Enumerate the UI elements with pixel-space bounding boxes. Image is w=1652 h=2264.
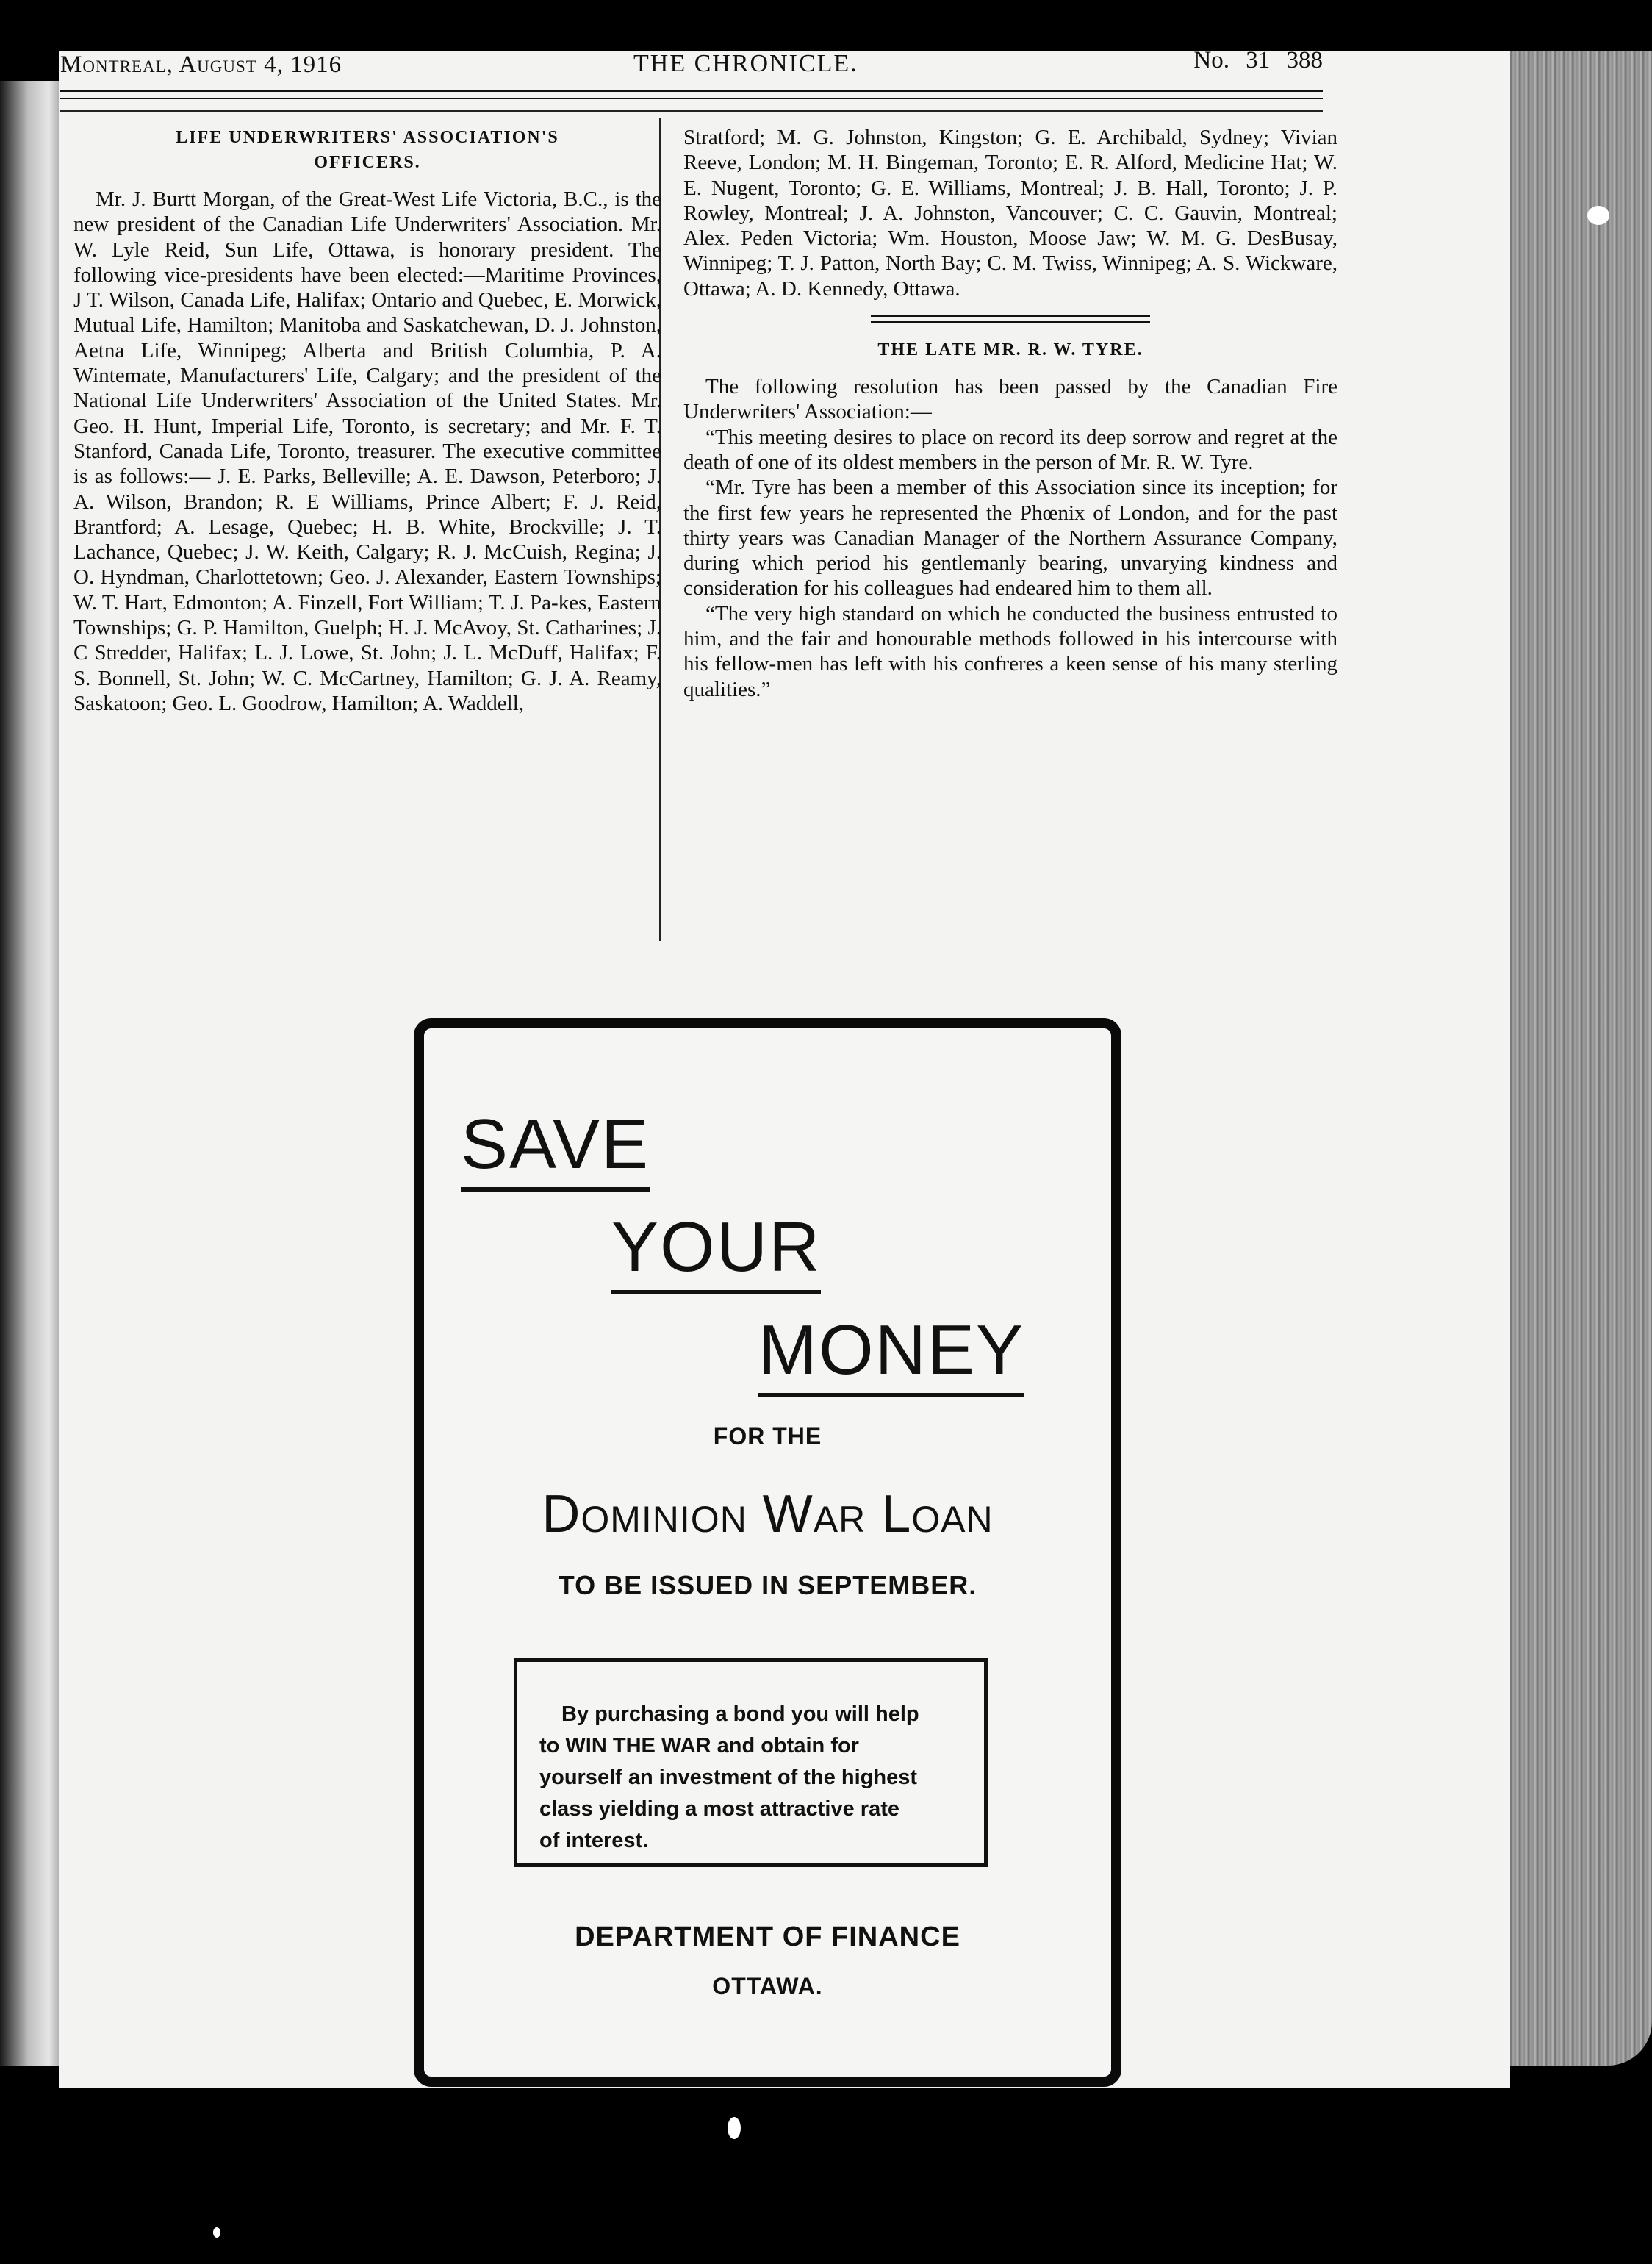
heading-line-2: OFFICERS. — [314, 153, 421, 172]
header-date: Montreal, August 4, 1916 — [60, 51, 342, 78]
article-continuation: Stratford; M. G. Johnston, Kingston; G. E. Archibald, Sydney; Vivian Reeve, London; M. H. Bingeman, Toronto; E. R. Alford, Medicine Hat; W. E. Nugent, Toronto; G. E. Williams, Montreal; J. B. Hall, Toronto; J. P. Rowley, Montreal; J. A. Johnston, Vancouver; C. C. Gauvin, Montreal; Alex. Peden Victoria; Wm. Houston, Moose Jaw; W. M. G. DesBusay, Winnipeg; T. J. Patton, North Bay; C. M. Twiss, Winnipeg; A. S. Wickware, Ottawa; A. D. Kennedy, Ottawa. — [683, 126, 1337, 301]
resolution-intro: The following resolution has been passed by the Canadian Fire Underwriters' Association:— — [683, 375, 1337, 424]
scan-speck — [1587, 206, 1609, 225]
header-double-rule — [60, 90, 1323, 99]
article-separator — [871, 315, 1150, 323]
ad-word-save: SAVE — [461, 1109, 650, 1192]
scan-speck — [213, 2227, 220, 2238]
ad-city: OTTAWA. — [712, 1973, 823, 1999]
ad-bond-info-box — [514, 1658, 988, 1867]
header-thin-rule — [60, 110, 1323, 112]
resolution-paragraph-2: “Mr. Tyre has been a member of this Association since its inception; for the first few years he represented the Phœnix of London, and for the past thirty years was Canadian Manager of the Northern Assurance Company, during which period his gentlemanly bearing, unvarying kindness and consideration for his colleagues had endeared him to them all. — [683, 476, 1337, 601]
header-issue-page: No. 31 388 — [1193, 47, 1323, 74]
article-body: Mr. J. Burtt Morgan, of the Great-West Life Victoria, B.C., is the new president of the Canadian Life Underwriters' Association. Mr. W. Lyle Reid, Sun Life, Ottawa, is honorary president. The following vice-presidents have been elected:—Maritime Provinces, J T. Wilson, Canada Life, Halifax; Ontario and Quebec, E. Morwick, Mutual Life, Hamilton; Manitoba and Saskatchewan, D. J. Johnston, Aetna Life, Winnipeg; Alberta and British Columbia, P. A. Wintemate, Manufacturers' Life, Calgary; and the president of the National Life Underwriters' Association of the United States. Mr. Geo. H. Hunt, Imperial Life, Toronto, is secretary; and Mr. F. T. Stanford, Canada Life, Toronto, treasurer. The executive committee is as follows:— J. E. Parks, Belleville; A. E. Dawson, Peterboro; J. A. Wilson, Brandon; R. E Williams, Prince Albert; F. J. Reid, Brantford; A. Lesage, Quebec; H. B. White, Brockville; J. T. Lachance, Quebec; J. W. Keith, Calgary; R. J. McCuish, Regina; J. O. Hyndman, Charlottetown; Geo. J. Alexander, Eastern Townships; W. T. Hart, Edmonton; A. Finzell, Fort William; T. J. Pa-kes, Eastern Townships; G. P. Hamilton, Guelph; H. J. McAvoy, St. Catharines; J. C Stredder, Halifax; L. J. Lowe, St. John; J. L. McDuff, Halifax; F. S. Bonnell, St. John; W. C. McCartney, Hamilton; G. J. A. Reamy, Saskatoon; Geo. L. Goodrow, Hamilton; A. Waddell, — [73, 187, 661, 715]
ad-loan-name: Dominion War Loan — [542, 1485, 994, 1544]
resolution-paragraph-1: “This meeting desires to place on record its deep sorrow and regret at the death of one of its oldest members in the person of Mr. R. W. Tyre. — [683, 425, 1337, 474]
ad-box-line-1: By purchasing a bond you will help — [561, 1702, 919, 1726]
ad-word-your: YOUR — [611, 1212, 821, 1294]
article-life-underwriters — [73, 125, 661, 716]
war-loan-advertisement — [414, 1018, 1121, 2087]
ad-department: DEPARTMENT OF FINANCE — [575, 1921, 960, 1952]
scan-speck — [728, 2117, 741, 2139]
header-publication-title: THE CHRONICLE. — [633, 50, 858, 77]
ad-box-line-3: yourself an investment of the highest — [539, 1766, 918, 1789]
ad-word-money: MONEY — [758, 1315, 1024, 1397]
right-column — [683, 125, 1337, 702]
ad-for-the: FOR THE — [713, 1423, 822, 1450]
ad-box-line-5: of interest. — [539, 1829, 649, 1852]
page-header — [60, 44, 1323, 88]
article-heading-tyre: THE LATE MR. R. W. TYRE. — [877, 340, 1143, 360]
resolution-paragraph-3: “The very high standard on which he conducted the business entrusted to him, and the fair and honourable methods followed in his intercourse with his fellow-men has left with his confreres a keen sense of his many sterling qualities.” — [683, 601, 1337, 701]
ad-issue-date: TO BE ISSUED IN SEPTEMBER. — [558, 1570, 977, 1600]
ad-box-line-2: to WIN THE WAR and obtain for — [539, 1734, 859, 1758]
article-heading — [73, 125, 661, 175]
heading-line-1: LIFE UNDERWRITERS' ASSOCIATION'S — [176, 128, 559, 147]
ad-box-line-4: class yielding a most attractive rate — [539, 1797, 899, 1821]
